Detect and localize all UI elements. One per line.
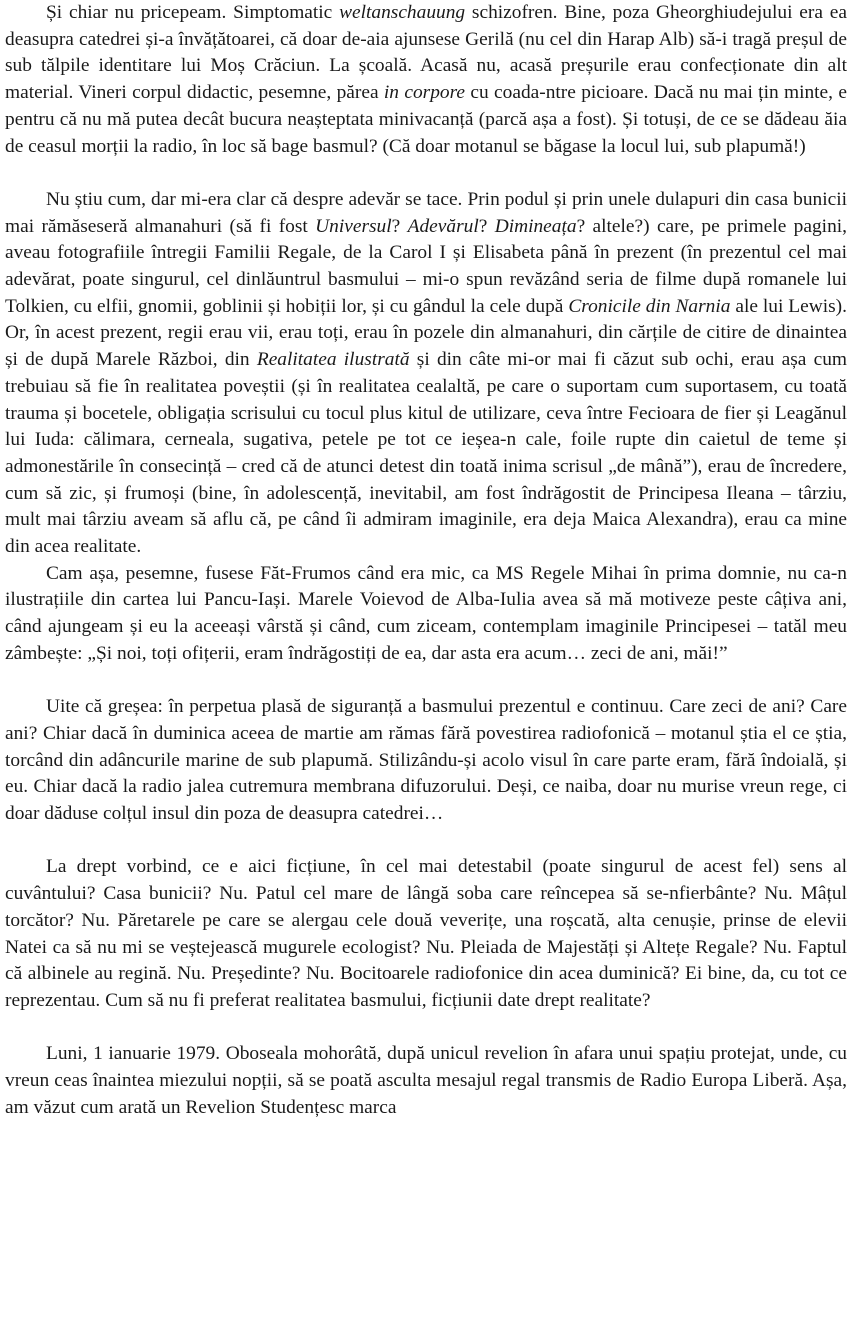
text-run: ale lui Lewis). Or, în acest prezent, regii erau vii, erau toți, erau în pozele din almanahuri, din cărțile de citire de dinaintea și de după Marele Război, din — [5, 295, 847, 371]
paragraph-4 — [5, 694, 847, 828]
text-run: cu coada-ntre picioare. Dacă nu mai țin minte, e pentru că nu mă putea decât bucura neașteptata minivacanță (parcă așa a fost). Și totuși, de ce se dădeau ăia de ceasul morții la radio, în loc să bage basmul? (Că doar motanul se băgase la locul lui, sub plapumă!) — [5, 82, 847, 157]
text-run: Uite că greșea: în perpetua plasă de siguranță a basmului prezentul e continuu. Care zeci de ani? Care ani? Chiar dacă în duminica aceea de martie am rămas fără povestirea radiofonică – motanul știa el ce știa, torcând din adâncurile marine de sub plapumă. Stilizându-și acolo visul în care parte eram, fără îndoială, și eu. Chiar dacă la radio jalea cutremura membrana difuzorului. Deși, ce naiba, doar nu murise vreun rege, ci doar dăduse colțul insul din poza de deasupra catedrei… — [5, 696, 847, 825]
italic-text: weltanschauung — [339, 2, 466, 23]
italic-text: Cronicile din Narnia — [568, 295, 731, 317]
paragraph-1 — [5, 0, 847, 160]
italic-text: in corpore — [383, 82, 466, 104]
paragraph-2 — [5, 187, 847, 561]
text-run: ? — [391, 215, 408, 237]
text-run: și din câte mi-or mai fi căzut sub ochi, erau așa cum trebuiau să fie în realitatea poveștii (și în realitatea cealaltă, pe care o suportam cum suportasem, cu toată trauma și bocetele, obligația scrisului cu tocul plus kitul de utilizare, ceva între Fecioara de fier și Leagănul lui Iuda: călimara, cerneala, sugativa, petele pe tot ce ieșea-n cale, foile rupte din caietul de teme și admonestările în consecință – cred că de atunci detest din toată inima scrisul „de mână”), erau de încredere, cum să zic, și frumoși (bine, în adolescență, inevitabil, am fost îndrăgostit de Principesa Ileana – târziu, mult mai târziu aveam să aflu că, pe când îi admiram imaginile, era deja Maica Alexandra), erau ca mine din acea realitate. — [5, 349, 847, 558]
italic-text: Adevărul — [407, 215, 479, 237]
text-run: Și chiar nu pricepeam. Simptomatic — [46, 2, 340, 23]
italic-text: Dimineața — [494, 215, 577, 237]
text-run: Nu știu cum, dar mi-era clar că despre adevăr se tace. Prin podul și prin unele dulapuri din casa bunicii mai rămăseseră almanahuri (să fi fost — [5, 188, 847, 237]
text-run: ? altele?) care, pe primele pagini, aveau fotografiile întregii Familii Regale, de la Carol I și Elisabeta până în prezent (în prezentul cel mai adevărat, poate singurul, cel dinlăuntrul basmului – mi-o spun revăzând seria de filme după romanele lui Tolkien, cu elfii, gnomii, goblinii și hobiții lor, și cu gândul la cele după — [5, 215, 848, 317]
text-run: schizofren. Bine, poza Gheorghiudejului era ea deasupra catedrei și-a învățătoarei, că doar de-aia ajunsese Gerilă (nu cel din Harap Alb) să-i tragă preșul de sub tălpile identitare lui Moș Crăciun. La școală. Acasă nu, acasă preșurile erau confecționate din alt material. Vineri corpul didactic, pesemne, părea — [5, 2, 847, 104]
text-run: ? — [478, 215, 495, 237]
paragraph-5 — [5, 854, 847, 1014]
paragraph-6 — [5, 1041, 847, 1121]
text-run: Luni, 1 ianuarie 1979. Oboseala mohorâtă, după unicul revelion în afara unui spațiu protejat, unde, cu vreun ceas înaintea miezului nopții, să se poată asculta mesajul regal transmis de Radio Europa Liberă. Așa, am văzut cum arată un Revelion Studențesc marca — [5, 1043, 847, 1118]
text-run: Cam așa, pesemne, fusese Făt-Frumos când era mic, ca MS Regele Mihai în prima domnie, nu ca-n ilustrațiile din cartea lui Pancu-Iași. Marele Voievod de Alba-Iulia avea să mă motiveze peste câțiva ani, când ajungeam și eu la aceeași vârstă și când, cum ziceam, contemplam imaginile Principesei – tatăl meu zâmbește: „Și noi, toți ofițerii, eram îndrăgostiți de ea, dar asta era acum… zeci de ani, măi!” — [5, 562, 847, 664]
paragraph-3 — [5, 561, 847, 668]
text-run: La drept vorbind, ce e aici ficțiune, în cel mai detestabil (poate singurul de acest fel) sens al cuvântului? Casa bunicii? Nu. Patul cel mare de lângă soba care reîncepea să se-nfierbânte? Nu. Mâțul torcător? Nu. Păretarele pe care se alergau cele două veverițe, una roșcată, alta cenușie, prinse de elevii Natei ca să nu mi se veștejească mugurele ecologist? Nu. Pleiada de Majestăți și Altețe Regale? Nu. Faptul că albinele au regină. Nu. Președinte? Nu. Bocitoarele radiofonice din acea duminică? Ei bine, da, cu tot ce reprezentau. Cum să nu fi preferat realitatea basmului, ficțiunii date drept realitate? — [5, 856, 847, 1011]
italic-text: Universul — [315, 215, 392, 237]
italic-text: Realitatea ilustrată — [256, 349, 410, 371]
